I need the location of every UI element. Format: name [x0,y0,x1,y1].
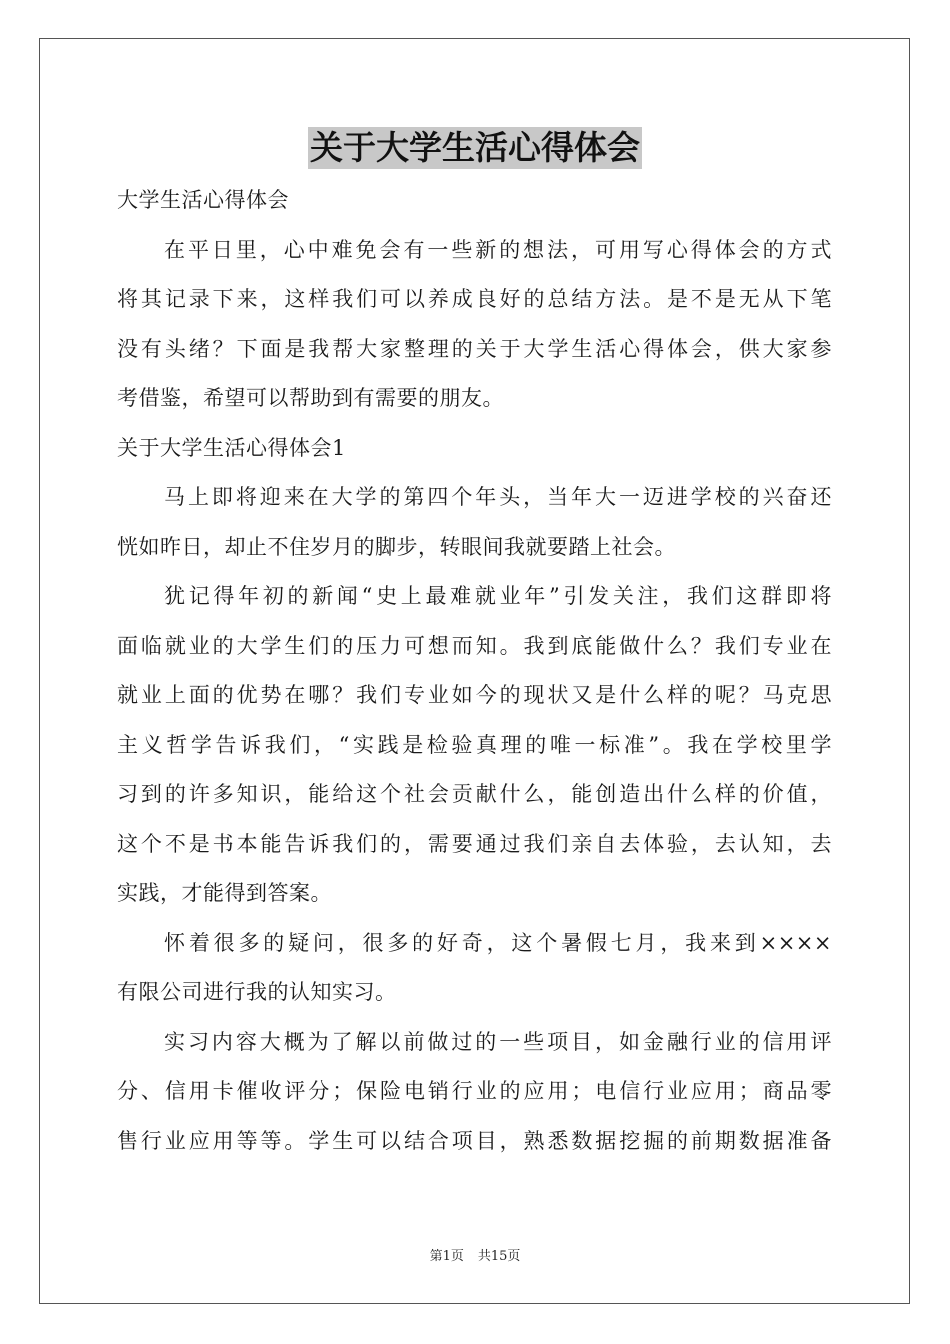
section-heading: 关于大学生活心得体会1 [117,435,346,460]
paragraph-line: 马上即将迎来在大学的第四个年头，当年大一迈进学校的兴奋还 [164,485,832,509]
intro-line: 在平日里，心中难免会有一些新的想法，可用写心得体会的方式 [164,237,832,262]
document-body [117,176,832,1166]
intro-line: 考借鉴，希望可以帮助到有需要的朋友。 [117,386,504,410]
paragraph-line: 就业上面的优势在哪？我们专业如今的现状又是什么样的呢？马克思 [117,683,832,707]
intro-line: 没有头绪？下面是我帮大家整理的关于大学生活心得体会，供大家参 [117,336,832,361]
paragraph-line: 有限公司进行我的认知实习。 [117,980,397,1004]
paragraph-line: 实践，才能得到答案。 [117,881,332,905]
paragraph-line: 实习内容大概为了解以前做过的一些项目，如金融行业的信用评 [164,1029,832,1054]
paragraph-line: 犹记得年初的新闻“史上最难就业年”引发关注，我们这群即将 [164,584,832,608]
paragraph-line: 习到的许多知识，能给这个社会贡献什么，能创造出什么样的价值， [117,782,832,806]
page-number: 第1页 [429,1249,464,1264]
paragraph-line: 分、信用卡催收评分；保险电销行业的应用；电信行业应用；商品零 [117,1079,832,1103]
paragraph-line: 售行业应用等等。学生可以结合项目，熟悉数据挖掘的前期数据准备 [117,1128,832,1153]
paragraph-line: 主义哲学告诉我们，“实践是检验真理的唯一标准”。我在学校里学 [117,732,832,757]
page-total: 共15页 [477,1249,521,1264]
paragraph-line: 恍如昨日，却止不住岁月的脚步，转眼间我就要踏上社会。 [117,534,676,559]
paragraph-line: 这个不是书本能告诉我们的，需要通过我们亲自去体验，去认知，去 [117,831,832,856]
paragraph-line: 面临就业的大学生们的压力可想而知。我到底能做什么？我们专业在 [117,633,832,658]
document-subtitle: 大学生活心得体会 [117,188,289,212]
document-title: 关于大学生活心得体会 [310,128,640,167]
page-footer [0,1249,950,1265]
title-container [0,127,950,169]
intro-line: 将其记录下来，这样我们可以养成良好的总结方法。是不是无从下笔 [117,287,832,311]
paragraph-line: 怀着很多的疑问，很多的好奇，这个暑假七月，我来到×××× [164,930,832,955]
